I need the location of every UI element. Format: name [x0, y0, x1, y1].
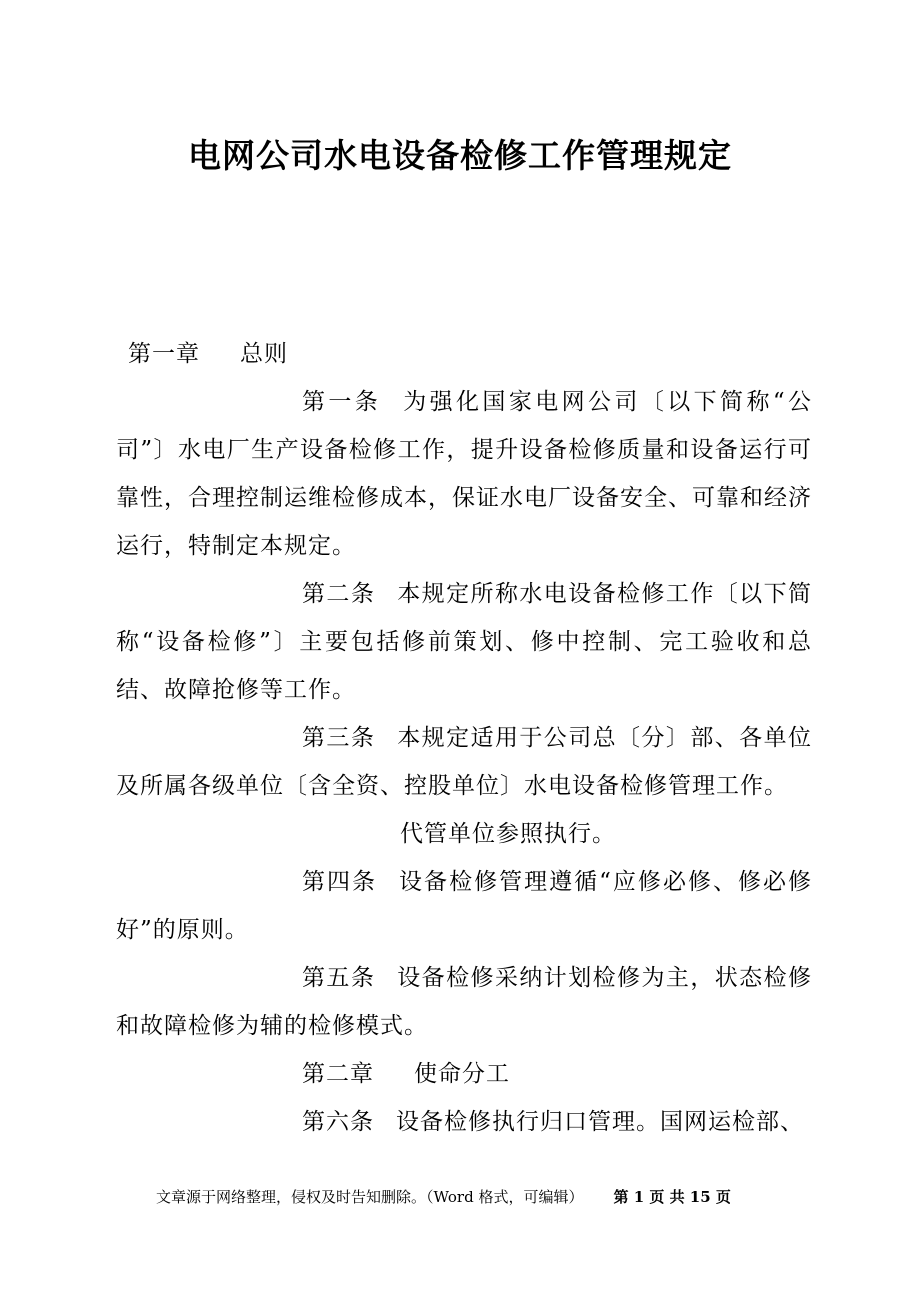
chapter-heading-1: [128, 330, 812, 378]
article-1: [116, 378, 812, 570]
page-footer: [156, 1186, 731, 1207]
article-label: 第五条: [302, 965, 376, 991]
article-text: 设备检修管理遵循“应修必修、修必修好”的原则。: [116, 869, 813, 943]
article-text: 为强化国家电网公司〔以下简称“公司”〕水电厂生产设备检修工作，提升设备检修质量和设备运行可靠性，合理控制运维检修成本，保证水电厂设备安全、可靠和经济运行，特制定本规定。: [116, 389, 813, 559]
document-title: 电网公司水电设备检修工作管理规定: [188, 136, 732, 175]
footer-note: 文章源于网络整理，侵权及时告知删除。（Word 格式，可编辑）: [156, 1188, 584, 1206]
article-text: 设备检修采纳计划检修为主，状态检修和故障检修为辅的检修模式。: [116, 965, 813, 1039]
chapter-label: 第一章: [128, 341, 200, 367]
article-label: 第二条: [302, 581, 376, 607]
page-number: 第 1 页 共 15 页: [613, 1188, 731, 1206]
article-6: [116, 1098, 812, 1146]
article-2: [116, 570, 812, 714]
article-3-extra: 代管单位参照执行。: [400, 821, 616, 847]
chapter-heading-2: [116, 1050, 812, 1098]
document-body: [116, 330, 812, 1146]
article-4: [116, 858, 812, 954]
article-label: 第四条: [302, 869, 378, 895]
article-label: 第一条: [302, 389, 382, 415]
article-5: [116, 954, 812, 1050]
chapter-name: 使命分工: [414, 1061, 510, 1087]
chapter-name: 总则: [240, 341, 288, 367]
article-label: 第六条: [302, 1109, 374, 1135]
article-label: 第三条: [302, 725, 376, 751]
article-text: 本规定所称水电设备检修工作〔以下简称“设备检修”〕主要包括修前策划、修中控制、完工验收和总结、故障抢修等工作。: [116, 581, 813, 703]
article-text: 设备检修执行归口管理。国网运检部、: [396, 1109, 804, 1135]
article-3: [116, 714, 812, 810]
article-text: 本规定适用于公司总〔分〕部、各单位及所属各级单位〔含全资、控股单位〕水电设备检修管理工作。: [116, 725, 813, 799]
chapter-label: 第二章: [302, 1061, 374, 1087]
